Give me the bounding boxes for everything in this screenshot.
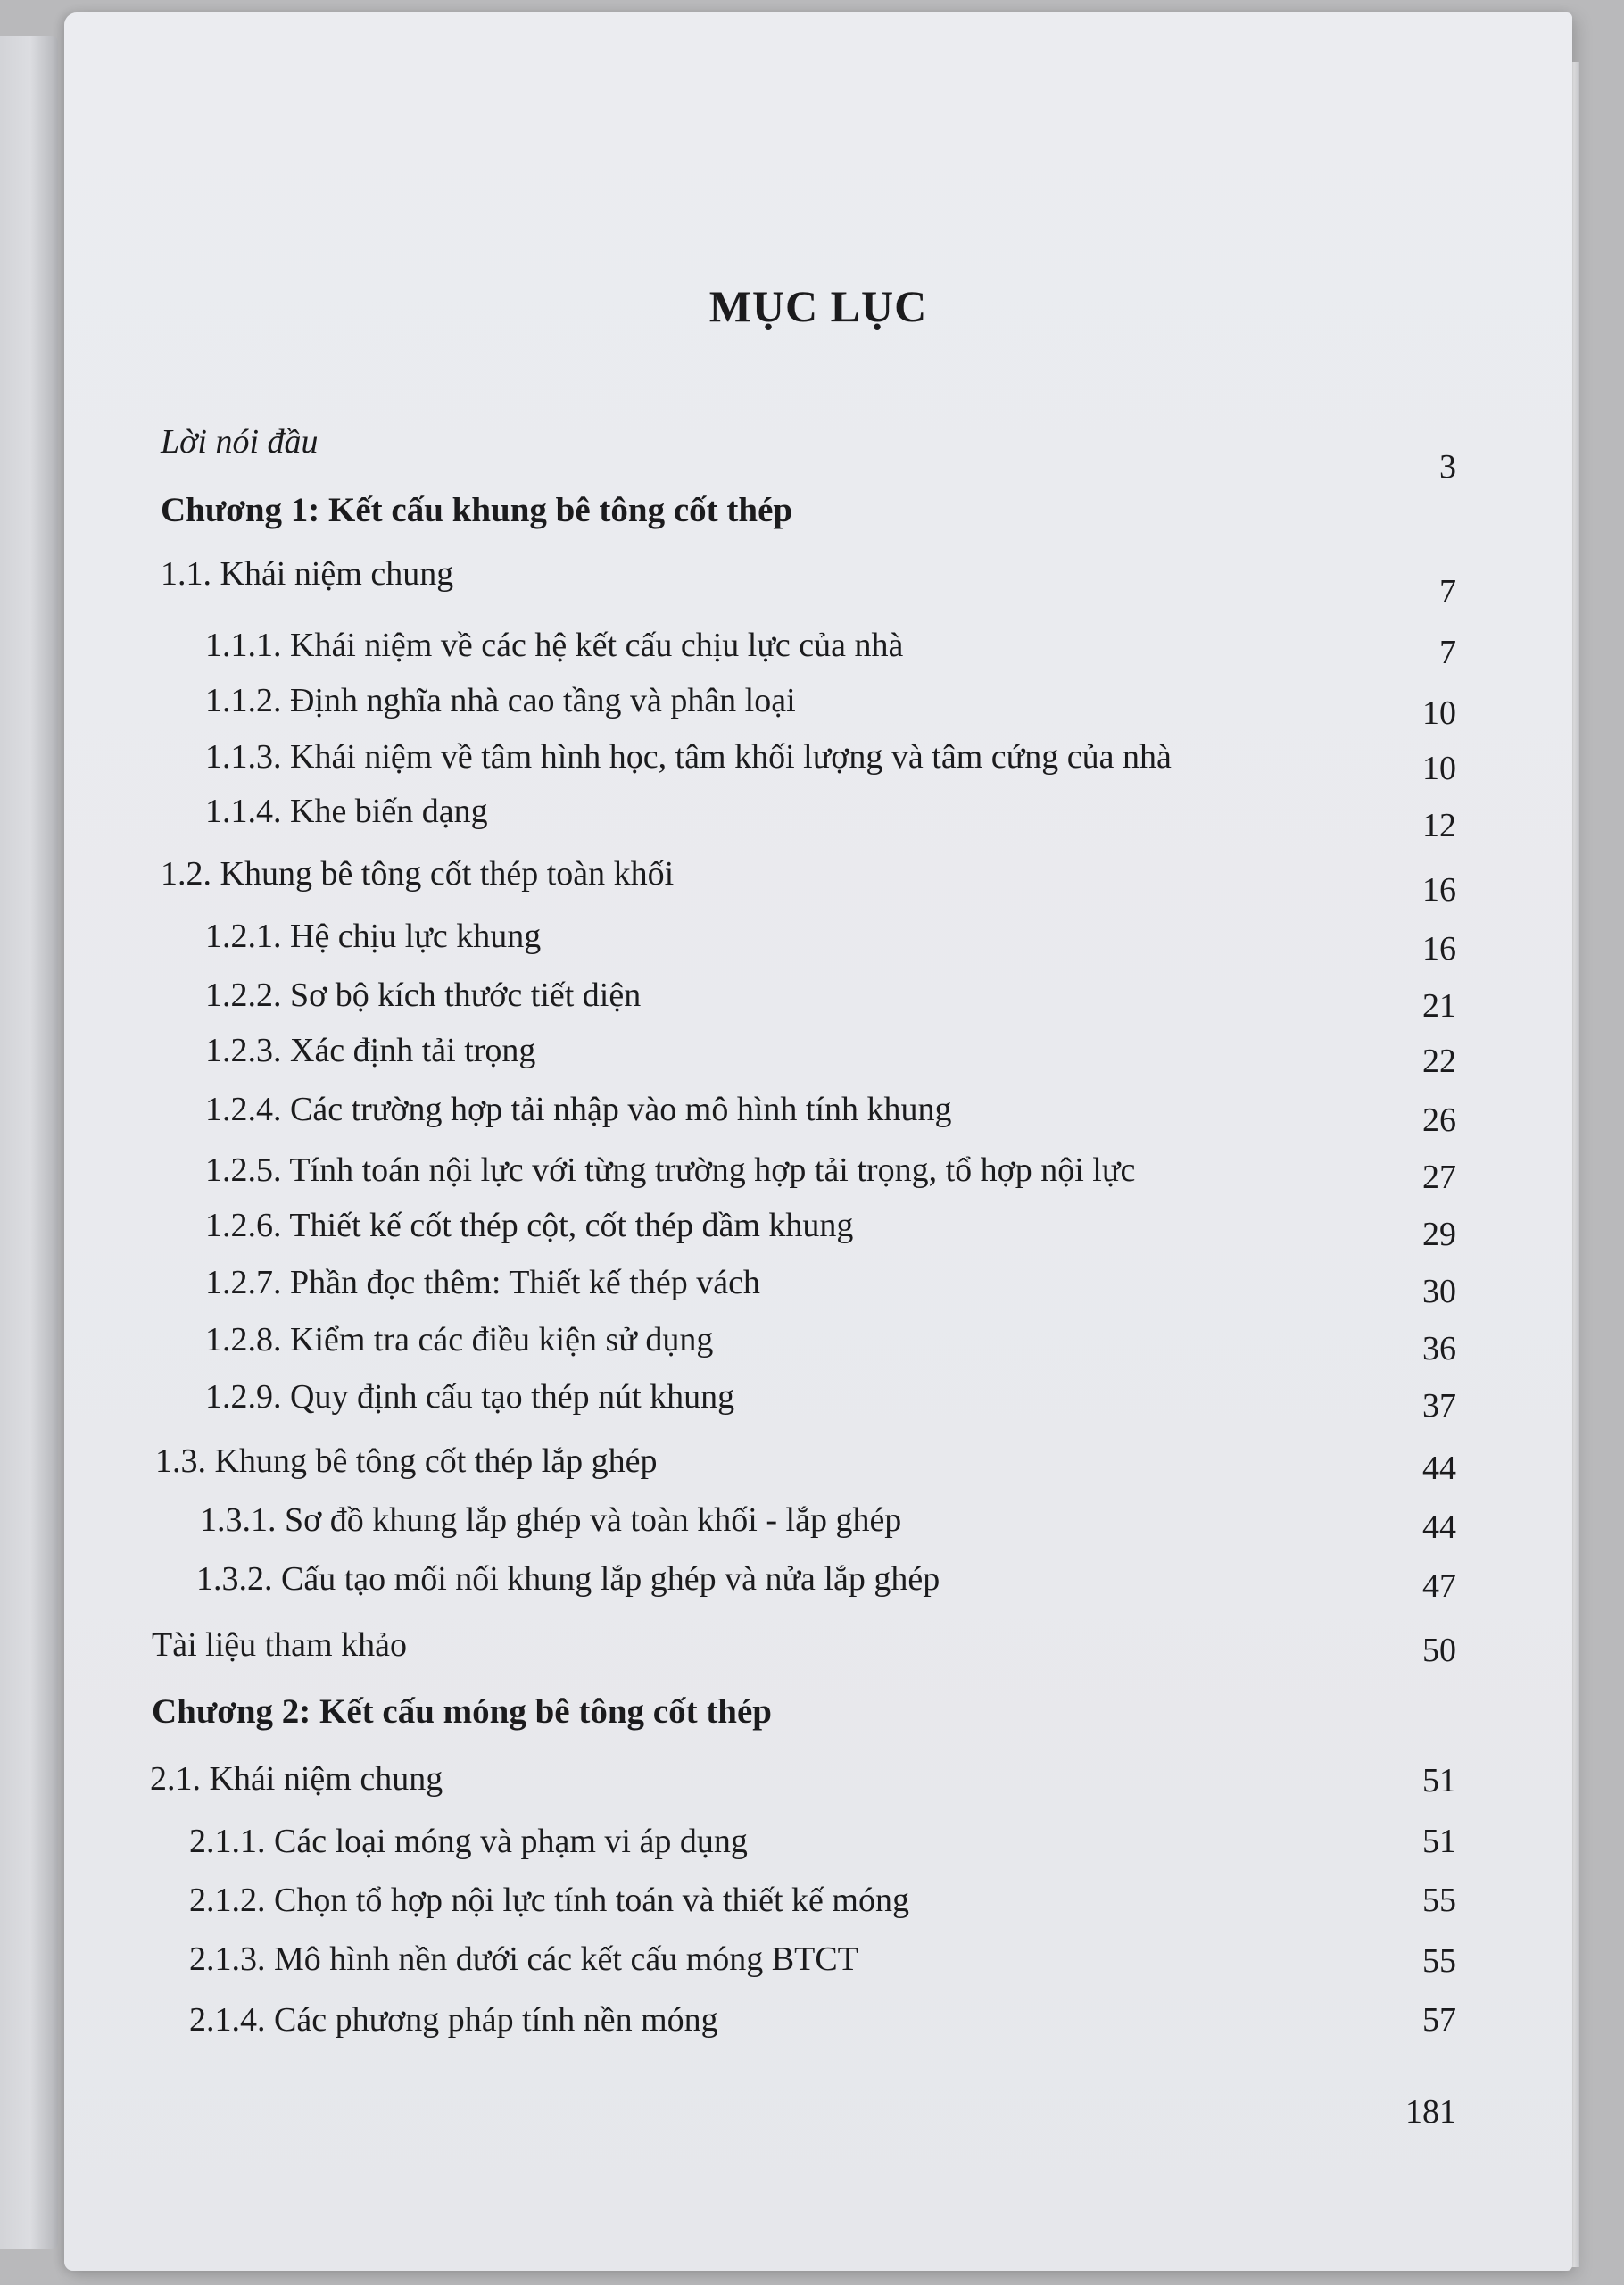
toc-subsection: 1.2.4. Các trường hợp tải nhập vào mô hình tính khung (205, 1091, 952, 1128)
toc-page-number: 10 (1422, 750, 1456, 787)
toc-subsection: 1.3.2. Cấu tạo mối nối khung lắp ghép và nửa lắp ghép (196, 1560, 940, 1598)
toc-subsection: 1.2.2. Sơ bộ kích thước tiết diện (205, 976, 642, 1014)
toc-page-number: 55 (1422, 1942, 1456, 1980)
toc-page-number: 55 (1422, 1882, 1456, 1919)
toc-page-number: 16 (1422, 930, 1456, 968)
toc-page-number: 29 (1422, 1216, 1456, 1253)
toc-page-number: 10 (1422, 694, 1456, 732)
toc-subsection: 1.1.1. Khái niệm về các hệ kết cấu chịu lực của nhà (205, 627, 904, 664)
toc-section: 1.3. Khung bê tông cốt thép lắp ghép (155, 1442, 658, 1480)
toc-subsection: 1.3.1. Sơ đồ khung lắp ghép và toàn khối - lắp ghép (200, 1501, 902, 1539)
toc-page-number: 7 (1439, 573, 1456, 611)
toc-chapter-1: Chương 1: Kết cấu khung bê tông cốt thép (161, 491, 793, 529)
toc-subsection: 2.1.4. Các phương pháp tính nền móng (189, 2001, 718, 2039)
toc-page-number: 7 (1439, 634, 1456, 671)
toc-subsection: 1.1.3. Khái niệm về tâm hình học, tâm khối lượng và tâm cứng của nhà (205, 738, 1172, 776)
toc-page-number: 57 (1422, 2001, 1456, 2039)
toc-subsection: 2.1.1. Các loại móng và phạm vi áp dụng (189, 1823, 748, 1860)
toc-page-number: 26 (1422, 1101, 1456, 1139)
toc-page-number: 27 (1422, 1159, 1456, 1196)
toc-subsection: 2.1.2. Chọn tổ hợp nội lực tính toán và thiết kế móng (189, 1882, 909, 1919)
toc-page-number: 36 (1422, 1330, 1456, 1367)
toc-page-number: 51 (1422, 1823, 1456, 1860)
toc-subsection: 1.2.7. Phần đọc thêm: Thiết kế thép vách (205, 1264, 760, 1301)
toc-subsection: 1.1.2. Định nghĩa nhà cao tầng và phân loại (205, 682, 796, 719)
toc-section: 1.2. Khung bê tông cốt thép toàn khối (161, 855, 675, 893)
toc-subsection: 1.2.1. Hệ chịu lực khung (205, 918, 542, 955)
page-folio-number: 181 (1405, 2093, 1456, 2131)
toc-page-number: 37 (1422, 1387, 1456, 1425)
page-title: MỤC LỤC (708, 281, 928, 331)
book-page (64, 12, 1572, 2271)
toc-page-number: 47 (1422, 1567, 1456, 1605)
toc-page-number: 21 (1422, 987, 1456, 1025)
toc-entry-references: Tài liệu tham khảo (152, 1626, 407, 1664)
toc-page-number: 51 (1422, 1762, 1456, 1799)
toc-section: 2.1. Khái niệm chung (150, 1760, 443, 1798)
toc-chapter-2: Chương 2: Kết cấu móng bê tông cốt thép (152, 1692, 772, 1731)
toc-section: 1.1. Khái niệm chung (161, 555, 454, 593)
toc-page-number: 16 (1422, 871, 1456, 909)
toc-page-number: 50 (1422, 1632, 1456, 1669)
toc-subsection: 2.1.3. Mô hình nền dưới các kết cấu móng BTCT (189, 1940, 858, 1978)
toc-subsection: 1.1.4. Khe biến dạng (205, 793, 488, 830)
toc-subsection: 1.2.5. Tính toán nội lực với từng trường hợp tải trọng, tổ hợp nội lực (205, 1151, 1136, 1189)
toc-page-number: 30 (1422, 1273, 1456, 1310)
toc-page-number: 44 (1422, 1450, 1456, 1487)
toc-subsection: 1.2.8. Kiểm tra các điều kiện sử dụng (205, 1321, 714, 1359)
toc-entry-preface: Lời nói đầu (161, 423, 319, 461)
toc-page-number: 22 (1422, 1043, 1456, 1080)
toc-page-number: 3 (1439, 448, 1456, 486)
toc-subsection: 1.2.3. Xác định tải trọng (205, 1032, 536, 1069)
toc-page-number: 12 (1422, 807, 1456, 844)
left-page-edge (0, 36, 58, 2249)
toc-subsection: 1.2.6. Thiết kế cốt thép cột, cốt thép dầm khung (205, 1207, 854, 1244)
toc-page-number: 44 (1422, 1508, 1456, 1546)
toc-subsection: 1.2.9. Quy định cấu tạo thép nút khung (205, 1378, 735, 1416)
